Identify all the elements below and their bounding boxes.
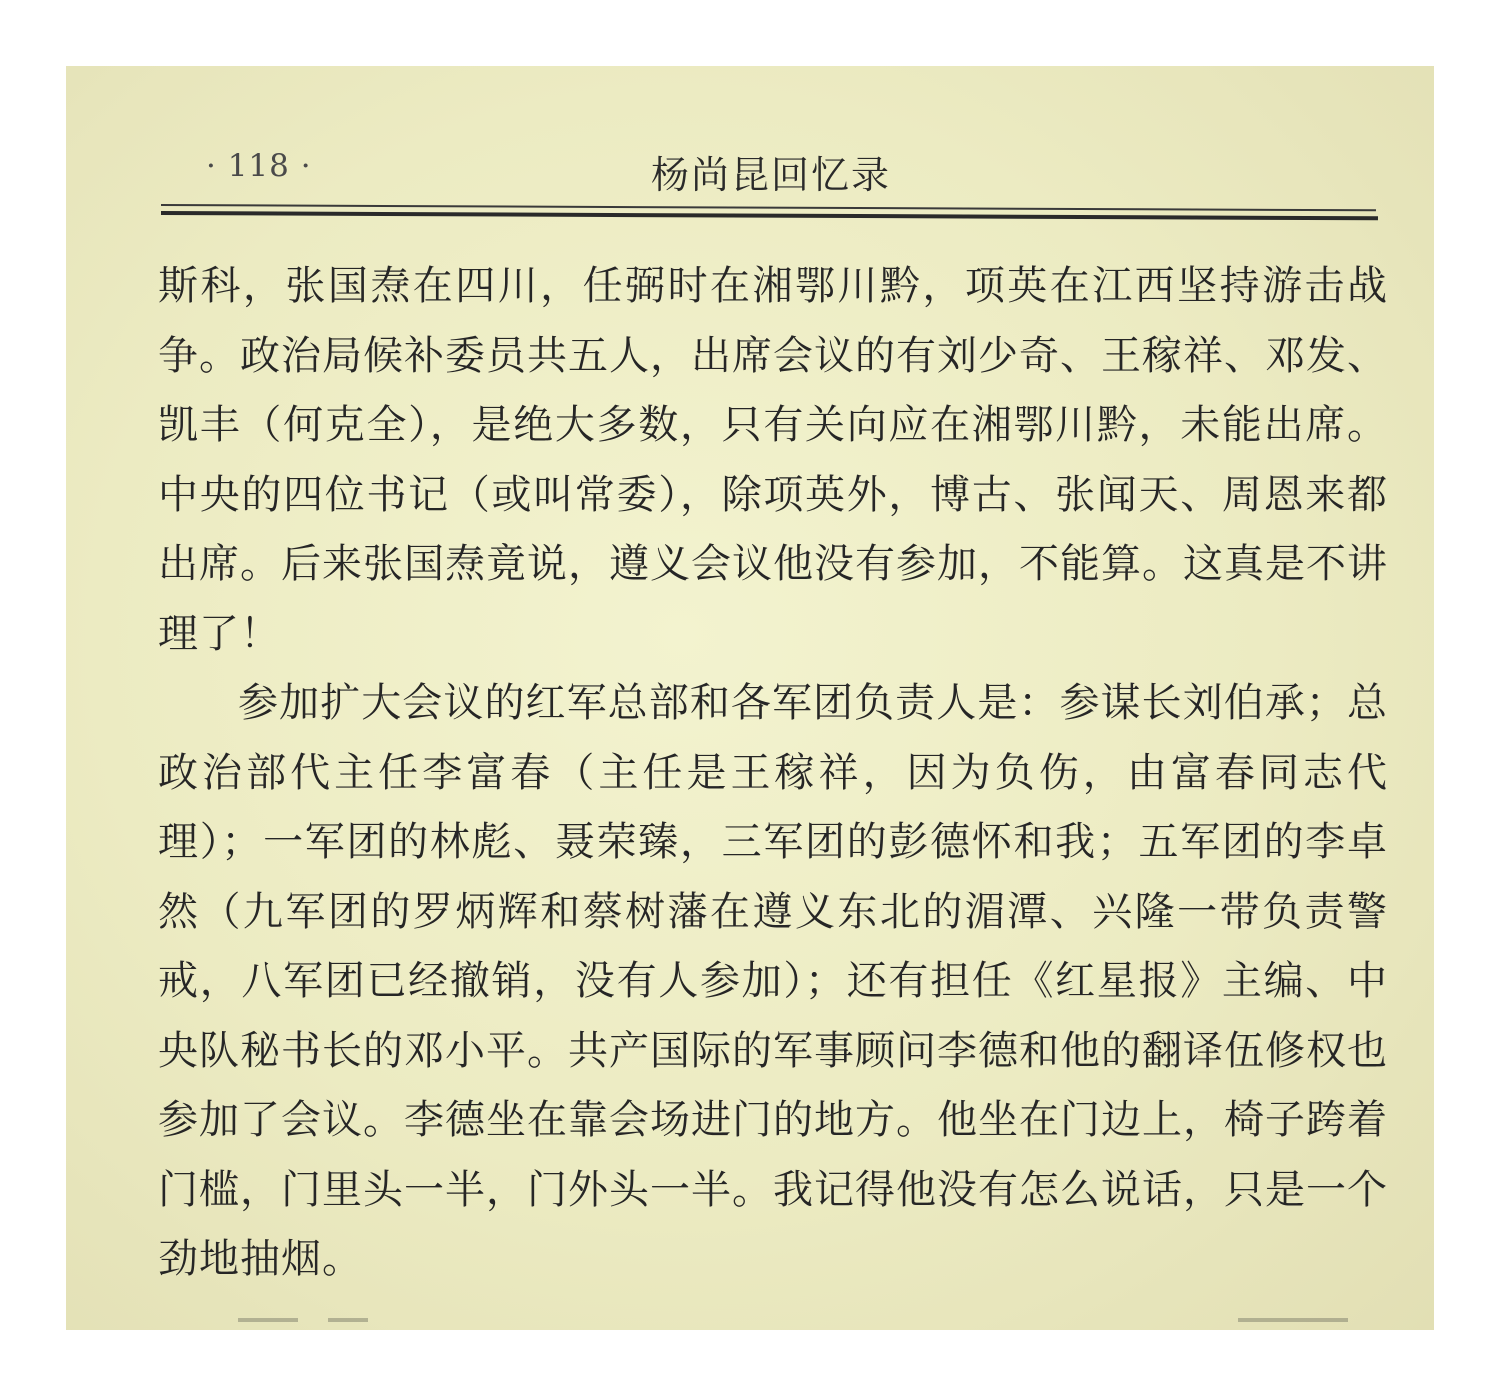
book-page-photo — [66, 66, 1434, 1330]
cut-off-next-line — [158, 1306, 1388, 1330]
page-header — [66, 144, 1434, 197]
running-title: 杨尚昆回忆录 — [651, 153, 892, 197]
header-rule-thin — [161, 204, 1376, 211]
paragraph-2: 参加扩大会议的红军总部和各军团负责人是：参谋长刘伯承；总政治部代主任李富春（主任是王稼祥，因为负伤，由富春同志代理）；一军团的林彪、聂荣臻，三军团的彭德怀和我；五军团的李卓然（九军团的罗炳辉和蔡树藩在遵义东北的湄潭、兴隆一带负责警戒，八军团已经撤销，没有人参加）；还有担任《红星报》主编、中央队秘书长的邓小平。共产国际的军事顾问李德和他的翻译伍修权也参加了会议。李德坐在靠会场进门的地方。他坐在门边上，椅子跨着门槛，门里头一半，门外头一半。我记得他没有怎么说话，只是一个劲地抽烟。 — [158, 680, 1388, 1282]
text-fragment — [1238, 1318, 1348, 1322]
text-fragment — [328, 1318, 368, 1322]
text-fragment — [238, 1318, 298, 1322]
paragraph-1: 斯科，张国焘在四川，任弼时在湘鄂川黔，项英在江西坚持游击战争。政治局候补委员共五人，出席会议的有刘少奇、王稼祥、邓发、凯丰（何克全），是绝大多数，只有关向应在湘鄂川黔，未能出席。中央的四位书记（或叫常委），除项英外，博古、张闻天、周恩来都出席。后来张国焘竟说，遵义会议他没有参加，不能算。这真是不讲理了！ — [158, 263, 1388, 657]
body-text — [158, 252, 1388, 1295]
page-number: · 118 · — [206, 148, 312, 184]
header-rule-thick — [161, 211, 1378, 220]
